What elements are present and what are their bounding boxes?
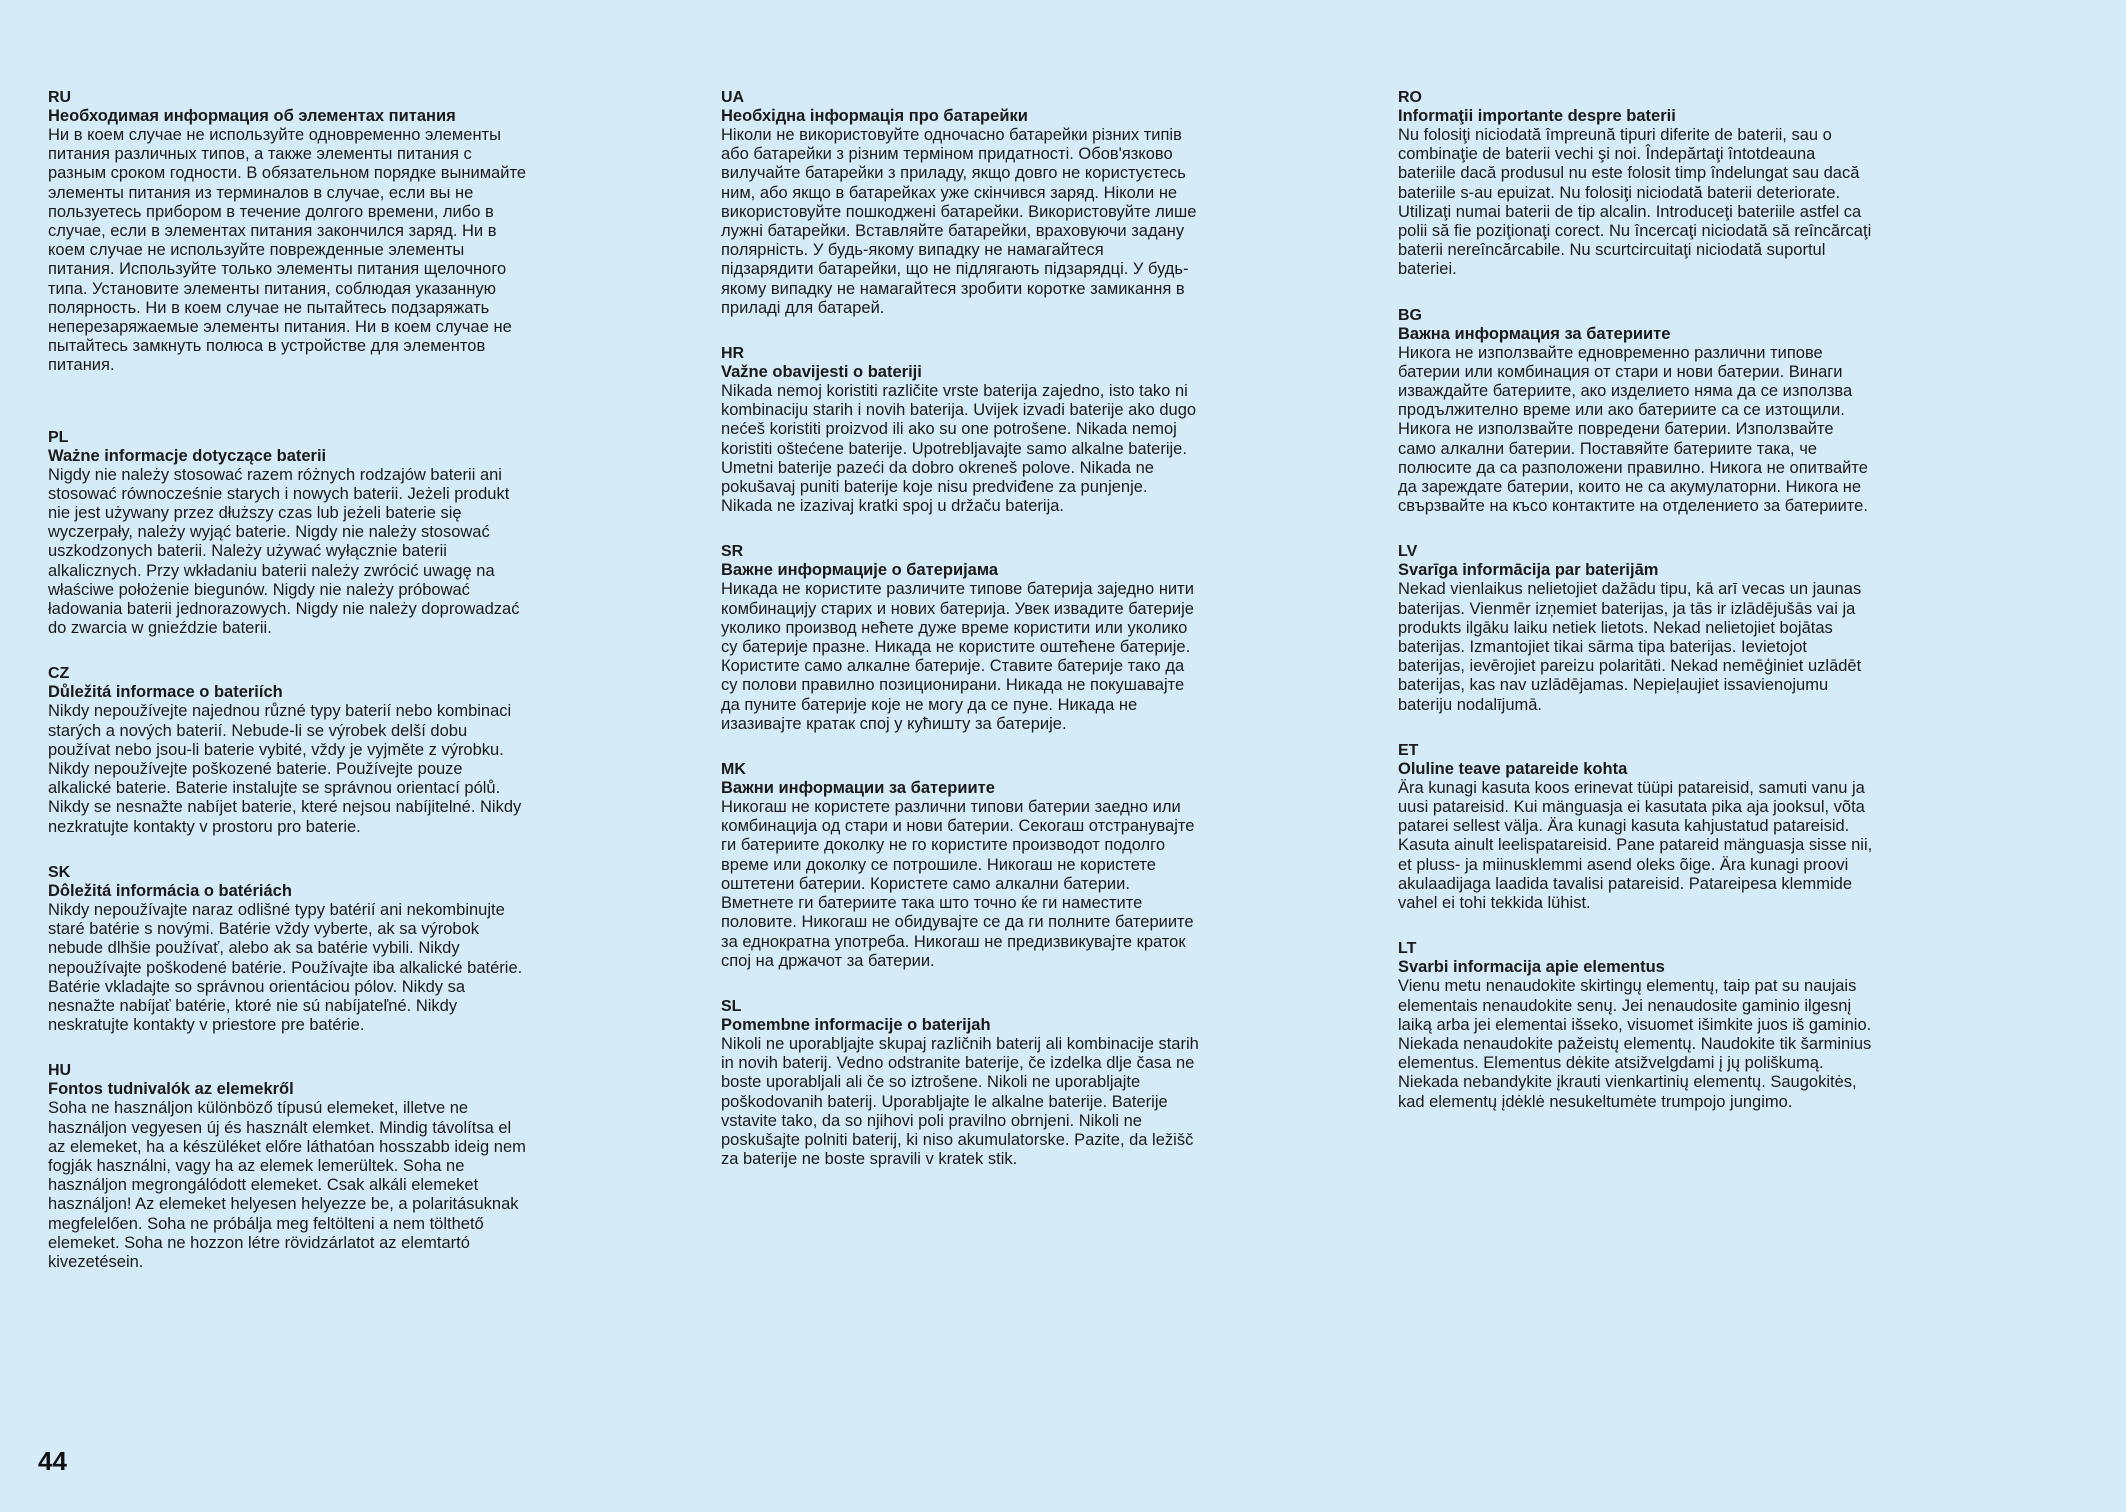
section-body: Nikoli ne uporabljajte skupaj različnih baterij ali kombinacije starih in novih baterij. Vedno odstranite baterije, če izdelka dlje časa ne boste uporabljali ali če so iztrošene. Nikoli ne uporabljajte poškodovanih baterij. Uporabljajte le alkalne baterije. Baterije vstavite tako, da so njihovi poli pravilno obrnjeni. Nikoli ne poskušajte polniti baterij, ki niso akumulatorske. Pazite, da ležišč za baterije ne boste spravili v kratek stik. — [721, 1034, 1199, 1169]
language-code: HR — [721, 345, 745, 363]
section-body: Nekad vienlaikus nelietojiet dažādu tipu, kā arī vecas un jaunas baterijas. Vienmēr izņemiet baterijas, ja tās ir izlādējušās vai ja produkts ilgāku laiku netiek lietots. Nekad nelietojiet bojātas baterijas. Izmantojiet tikai sārma tipa baterijas. Ievietojot baterijas, ievērojiet pareizu polaritāti. Nekad nemēģiniet uzlādēt baterijas, kas nav uzlādējamas. Nepieļaujiet issavienojumu bateriju nodalījumā. — [1398, 580, 1862, 714]
section-ru — [48, 88, 526, 376]
section-lt — [1398, 939, 1876, 1111]
language-code: PL — [48, 428, 69, 446]
column-3 — [1398, 88, 1876, 1138]
section-heading: Oluline teave patareide kohta — [1398, 759, 1628, 778]
section-heading: Svarbi informacija apie elementus — [1398, 958, 1665, 977]
section-heading: Fontos tudnivalók az elemekről — [48, 1080, 294, 1099]
section-mk — [721, 760, 1199, 971]
section-hr — [721, 344, 1199, 516]
section-sr — [721, 542, 1199, 734]
section-body: Никада не користите различите типове батерија заједно нити комбинацију старих и нових батерија. Увек извадите батерије уколико производ нећете дуже време користити или уколико су батерије празне. Никада не користите оштећене батерије. Користите само алкалне батерије. Ставите батерије тако да су полови правилно позиционирани. Никада не покушавајте да пуните батерије које не могу да се пуне. Никада не изазивајте кратак спој у кућишту за батерије. — [721, 580, 1194, 733]
section-heading: Dôležitá informácia o batériách — [48, 881, 292, 900]
language-code: LV — [1398, 543, 1418, 561]
section-sk — [48, 863, 526, 1035]
section-hu — [48, 1061, 526, 1272]
language-code: MK — [721, 761, 746, 779]
section-heading: Svarīga informācija par baterijām — [1398, 561, 1659, 580]
section-heading: Informaţii importante despre baterii — [1398, 107, 1676, 125]
section-heading: Важне информације о батеријама — [721, 561, 999, 580]
section-body: Vienu metu nenaudokite skirtingų elementų, taip pat su naujais elementais nenaudokite senų. Jei nenaudosite gaminio ilgesnį laiką arba jei elementai išseko, visuomet išimkite juos iš gaminio. Niekada nenaudokite pažeistų elementų. Naudokite tik šarminius elementus. Elementus dėkite atsižvelgdami į jų poliškumą. Niekada nebandykite įkrauti vienkartinių elementų. Saugokitės, kad elementų įdėklė nesukeltumėte trumpojo jungimo. — [1398, 977, 1872, 1111]
language-code: RU — [48, 89, 72, 106]
section-body: Никогаш не користете различни типови батерии заедно или комбинација од стари и нови батерии. Секогаш отстранувајте ги батериите доколку не го користите производот подолго време или доколку се потрошиле. Никогаш не користете оштетени батерии. Користете само алкални батерии. Вметнете ги батериите така што точно ќе ги наместите половите. Никогаш не обидувајте се да ги полните батериите за еднократна употреба. Никогаш не предизвикувајте краток спој на држачот за батерии. — [721, 798, 1195, 970]
section-body: Nikdy nepoužívajte naraz odlišné typy batérií ani nekombinujte staré batérie s novými. Batérie vždy vyberte, ak sa výrobok nebude dlhšie používať, alebo ak sa batérie vybili. Nikdy nepoužívajte poškodené batérie. Používajte iba alkalické batérie. Batérie vkladajte so správnou orientáciou pólov. Nikdy sa nesnažte nabíjať batérie, ktoré nie sú nabíjateľné. Nikdy neskratujte kontakty v priestore pre batérie. — [48, 900, 523, 1035]
section-sl — [721, 997, 1199, 1169]
column-2 — [721, 88, 1199, 1195]
section-et — [1398, 741, 1876, 913]
section-body: Ніколи не використовуйте одночасно батарейки різних типів або батарейки з різним терміном придатності. Обов'язково вилучайте батарейки з приладу, якщо довго не користуєтесь ним, або якщо в батарейках уже скінчився заряд. Ніколи не використовуйте пошкоджені батарейки. Використовуйте лише лужні батарейки. Вставляйте батарейки, враховуючи задану полярність. У будь-якому випадку не намагайтеся підзарядити батарейки, що не підлягають підзарядці. У будь-якому випадку не намагайтеся зробити коротке замикання в приладі для батарей. — [721, 126, 1197, 317]
language-code: HU — [48, 1062, 72, 1080]
section-heading: Važne obavijesti o bateriji — [721, 363, 922, 382]
section-cz — [48, 664, 526, 836]
language-code: UA — [721, 89, 745, 106]
section-body: Soha ne használjon különböző típusú elemeket, illetve ne használjon vegyesen új és használt elemket. Mindig távolítsa el az elemeket, ha a készüléket előre láthatóan hosszabb ideig nem fogják használni, vagy ha az elemek lemerültek. Soha ne használjon megrongálódott elemeket. Csak alkáli elemeket használjon! Az elemeket helyesen helyezze be, a polaritásuknak megfelelően. Soha ne próbálja meg feltölteni a nem tölthető elemeket. Soha ne hozzon létre rövidzárlatot az elemtartó kivezetésein. — [48, 1099, 526, 1271]
section-heading: Важни информации за батериите — [721, 779, 995, 798]
language-code: SR — [721, 543, 744, 561]
section-heading: Pomembne informacije o baterijah — [721, 1015, 991, 1034]
language-code: SK — [48, 863, 71, 881]
language-code: BG — [1398, 306, 1422, 324]
section-ro — [1398, 88, 1876, 280]
section-heading: Důležitá informace o bateriích — [48, 683, 283, 702]
section-ua — [721, 88, 1199, 318]
language-code: ET — [1398, 741, 1419, 759]
section-heading: Необхідна інформація про батарейки — [721, 107, 1028, 125]
language-code: LT — [1398, 940, 1417, 958]
language-code: RO — [1398, 89, 1422, 106]
language-code: SL — [721, 997, 742, 1015]
section-body: Ära kunagi kasuta koos erinevat tüüpi patareisid, samuti vanu ja uusi patareisid. Kui mänguasja ei kasutata pika aja jooksul, võta patarei sellest välja. Ära kunagi kasuta kahjustatud patareisid. Kasuta ainult leelispatareisid. Pane patareid mänguasja sisse nii, et pluss- ja miinusklemmi asend oleks õige. Ära kunagi proovi akulaadijaga laadida tavalisi patareisid. Patareipesa klemmide vahel ei tohi tekkida lühist. — [1398, 778, 1873, 913]
section-lv — [1398, 542, 1876, 714]
section-bg — [1398, 306, 1876, 517]
section-heading: Ważne informacje dotyczące baterii — [48, 446, 327, 465]
section-body: Ни в коем случае не используйте одновременно элементы питания различных типов, а также элементы питания с разным сроком годности. В обязательном порядке вынимайте элементы питания из терминалов в случае, если вы не пользуетесь прибором в течение долгого времени, либо в случае, если в элементах питания закончился заряд. Ни в коем случае не используйте поврежденные элементы питания. Используйте только элементы питания щелочного типа. Установите элементы питания, соблюдая указанную полярность. Ни в коем случае не пытайтесь подзаряжать неперезаряжаемые элементы питания. Ни в коем случае не пытайтесь замкнуть полюса в устройстве для элементов питания. — [48, 126, 527, 375]
section-body: Nu folosiţi niciodată împreună tipuri diferite de baterii, sau o combinaţie de baterii vechi şi noi. Îndepărtaţi întotdeauna bateriile dacă produsul nu este folosit timp îndelungat sau dacă bateriile s-au epuizat. Nu folosiţi niciodată baterii deteriorate. Utilizaţi numai baterii de tip alcalin. Introduceţi bateriile astfel ca polii să fie poziţionaţi corect. Nu încercaţi niciodată să reîncărcaţi baterii nereîncărcabile. Nu scurtcircuitaţi niciodată suportul bateriei. — [1398, 126, 1872, 279]
column-1 — [48, 88, 526, 1298]
section-pl — [48, 428, 526, 639]
section-body: Nikada nemoj koristiti različite vrste baterija zajedno, isto tako ni kombinaciju starih i novih baterija. Uvijek izvadi baterije ako dugo nećeš koristiti proizvod ili ako su one potrošene. Nikada nemoj koristiti oštećene baterije. Upotrebljavajte samo alkalne baterije. Umetni baterije pazeći da dobro okreneš polove. Nikada ne pokušavaj puniti baterije koje nisu predviđene za punjenje. Nikada ne izazivaj kratki spoj u držaču baterija. — [721, 382, 1197, 516]
section-heading: Необходимая информация об элементах питания — [48, 107, 456, 125]
page-number: 44 — [38, 1446, 67, 1476]
section-body: Никога не използвайте едновременно различни типове батерии или комбинация от стари и нови батерии. Винаги изваждайте батериите, ако изделието няма да се използва продължително време или ако батериите са се изтощили. Никога не използвайте повредени батерии. Използвайте само алкални батерии. Поставяйте батериите така, че полюсите да са разположени правилно. Никога не опитвайте да зареждате батерии, които не са акумулаторни. Никога не свързвайте на късо контактите на отделението за батериите. — [1398, 343, 1868, 516]
section-body: Nigdy nie należy stosować razem różnych rodzajów baterii ani stosować równocześnie starych i nowych baterii. Jeżeli produkt nie jest używany przez dłuższy czas lub jeżeli baterie się wyczerpały, należy wyjąć baterie. Nigdy nie należy stosować uszkodzonych baterii. Należy używać wyłącznie baterii alkalicznych. Przy wkładaniu baterii należy zwrócić uwagę na właściwe położenie biegunów. Nigdy nie należy próbować ładowania baterii jednorazowych. Nigdy nie należy doprowadzać do zwarcia w gnieździe baterii. — [48, 465, 520, 638]
section-body: Nikdy nepoužívejte najednou různé typy baterií nebo kombinaci starých a nových baterií. Nebude-li se výrobek delší dobu používat nebo jsou-li baterie vybité, vždy je vyjměte z výrobku. Nikdy nepoužívejte poškozené baterie. Používejte pouze alkalické baterie. Baterie instalujte se správnou orientací pólů. Nikdy se nesnažte nabíjet baterie, které nejsou nabíjitelné. Nikdy nezkratujte kontakty v prostoru pro baterie. — [48, 702, 522, 836]
language-code: CZ — [48, 665, 70, 683]
section-heading: Важна информация за батериите — [1398, 324, 1671, 343]
